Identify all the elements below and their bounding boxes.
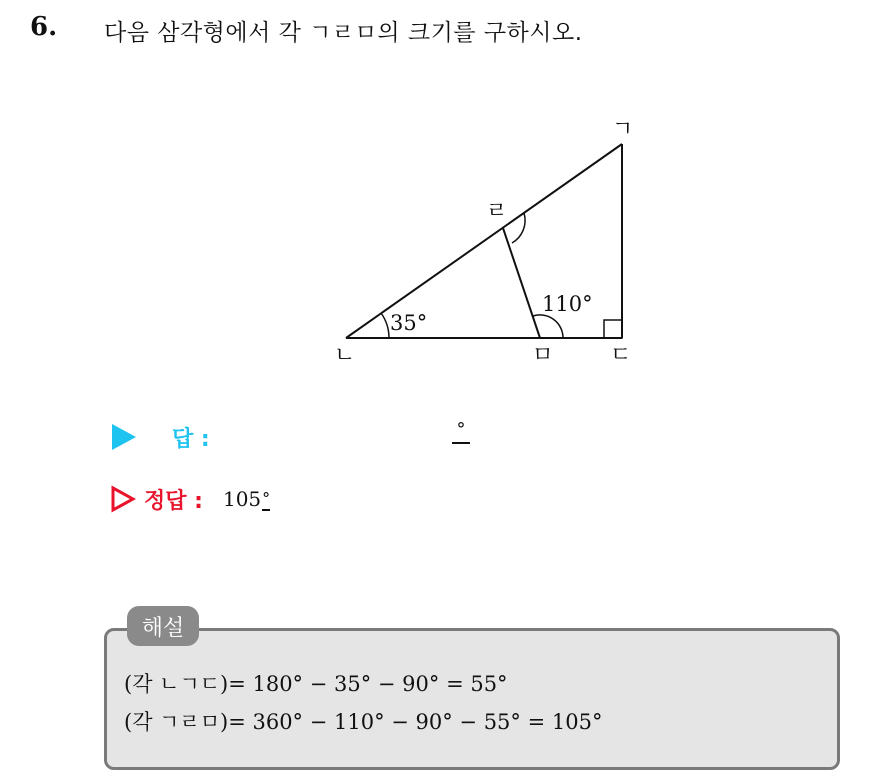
answer-key-row	[110, 482, 270, 516]
vertex-label-m: ㅁ	[532, 343, 554, 368]
question-number: 6.	[30, 12, 58, 42]
right-angle-mark	[604, 320, 622, 338]
answer-row	[112, 420, 210, 454]
vertex-label-r: ㄹ	[486, 199, 508, 224]
explanation-tag: 해설	[127, 606, 199, 646]
segment-r-m	[503, 228, 540, 338]
vertex-label-n: ㄴ	[334, 343, 356, 368]
explanation-box	[104, 628, 840, 770]
answer-key-unit: °	[262, 489, 270, 511]
answer-blank[interactable]: °	[452, 418, 470, 444]
answer-key-number: 105	[222, 487, 262, 511]
vertex-label-g: ㄱ	[612, 117, 634, 142]
play-outline-icon	[110, 485, 136, 513]
angle-arc-n	[381, 313, 389, 338]
angle-arc-m	[533, 315, 563, 338]
explanation-line-1: (각 ㄴㄱㄷ)= 180° − 35° − 90° = 55°	[124, 672, 508, 696]
answer-key-label: 정답 :	[144, 488, 203, 514]
answer-key-value	[223, 487, 270, 511]
question-text: 다음 삼각형에서 각 ㄱㄹㅁ의 크기를 구하시오.	[104, 20, 583, 46]
play-icon	[112, 424, 136, 450]
angle-label-35: 35°	[390, 311, 428, 335]
answer-label: 답 :	[172, 426, 210, 452]
vertex-label-d: ㄷ	[610, 343, 632, 368]
angle-label-110: 110°	[542, 292, 593, 316]
explanation-line-2: (각 ㄱㄹㅁ)= 360° − 110° − 90° − 55° = 105°	[124, 710, 603, 734]
